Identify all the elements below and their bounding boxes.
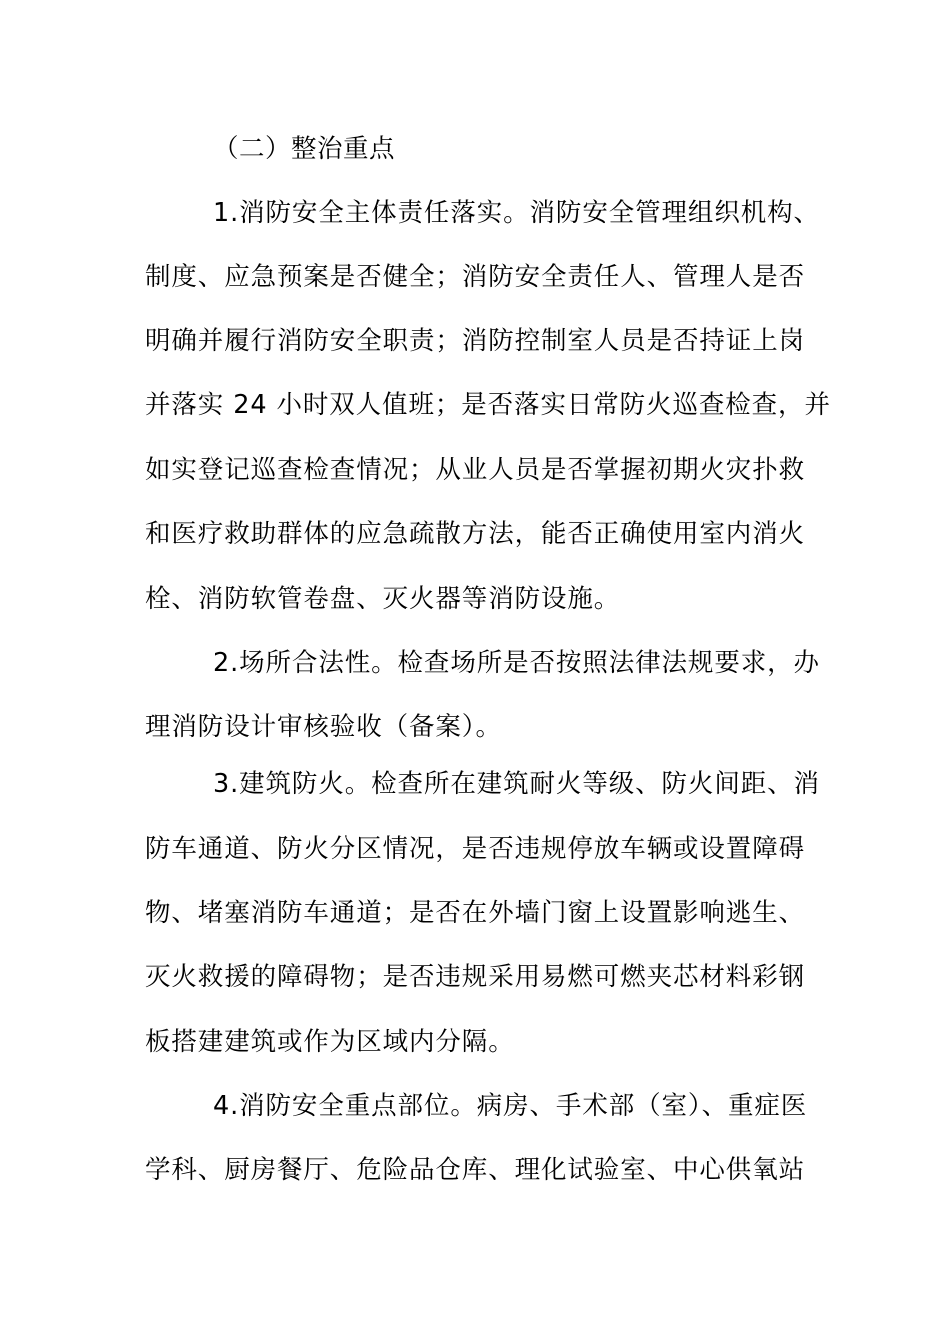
- paragraph-1-line-7: 栓、消防软管卷盘、灭火器等消防设施。: [145, 584, 621, 614]
- paragraph-2-line-1: 2.场所合法性。检查场所是否按照法律法规要求，办: [213, 648, 820, 678]
- paragraph-4-line-1: 4.消防安全重点部位。病房、手术部（室）、重症医: [213, 1091, 808, 1121]
- paragraph-3-line-1: 3.建筑防火。检查所在建筑耐火等级、防火间距、消: [213, 769, 820, 799]
- paragraph-1-line-5: 如实登记巡查检查情况；从业人员是否掌握初期火灾扑救: [145, 455, 806, 485]
- paragraph-1-line-4: 并落实 24 小时双人值班；是否落实日常防火巡查检查，并: [145, 390, 831, 420]
- paragraph-3-line-5: 板搭建建筑或作为区域内分隔。: [145, 1027, 515, 1057]
- paragraph-1-line-3: 明确并履行消防安全职责；消防控制室人员是否持证上岗: [145, 326, 806, 356]
- paragraph-1-line-2: 制度、应急预案是否健全；消防安全责任人、管理人是否: [145, 262, 806, 292]
- paragraph-3-line-2: 防车通道、防火分区情况，是否违规停放车辆或设置障碍: [145, 834, 806, 864]
- paragraph-3-line-4: 灭火救援的障碍物；是否违规采用易燃可燃夹芯材料彩钢: [145, 962, 806, 992]
- section-heading: （二）整治重点: [213, 134, 396, 164]
- paragraph-2-line-2: 理消防设计审核验收（备案）。: [145, 712, 502, 742]
- paragraph-1-line-1: 1.消防安全主体责任落实。消防安全管理组织机构、: [213, 198, 820, 228]
- paragraph-1-line-6: 和医疗救助群体的应急疏散方法，能否正确使用室内消火: [145, 519, 806, 549]
- paragraph-3-line-3: 物、堵塞消防车通道；是否在外墙门窗上设置影响逃生、: [145, 898, 806, 928]
- paragraph-4-line-2: 学科、厨房餐厅、危险品仓库、理化试验室、中心供氧站: [145, 1155, 806, 1185]
